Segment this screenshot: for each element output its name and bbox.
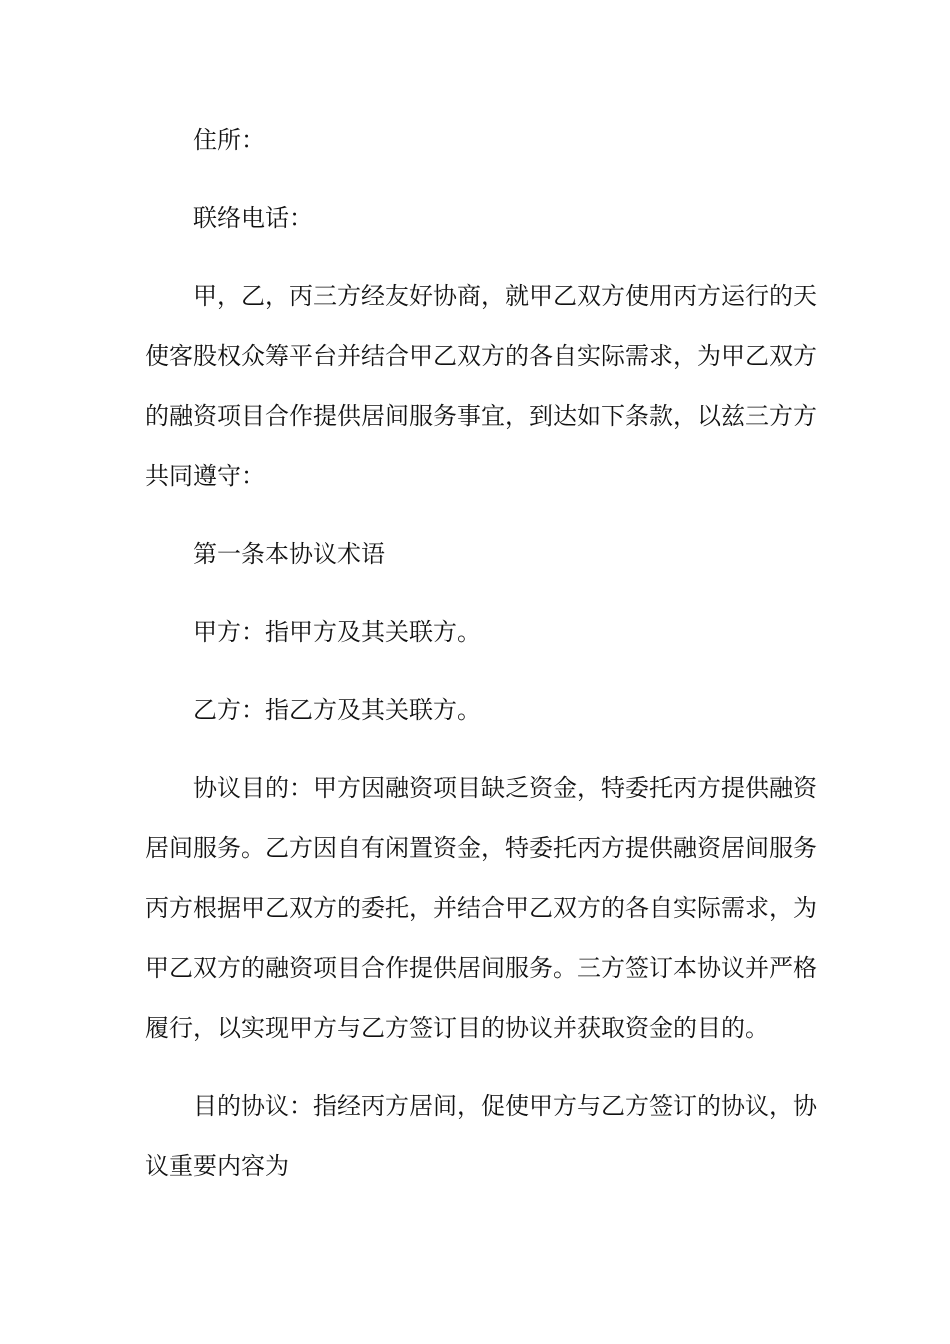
purpose-line-1: 协议目的：甲方因融资项目缺乏资金，特委托丙方提供融资 bbox=[193, 774, 817, 802]
preamble-line-2: 使客股权众筹平台并结合甲乙双方的各自实际需求，为甲乙双方 bbox=[145, 342, 817, 370]
phone-label: 联络电话： bbox=[193, 204, 313, 232]
preamble-line-3: 的融资项目合作提供居间服务事宜，到达如下条款，以兹三方方 bbox=[145, 402, 817, 430]
address-label: 住所： bbox=[193, 126, 265, 154]
target-agreement-line-2: 议重要内容为 bbox=[145, 1152, 289, 1180]
purpose-line-5: 履行，以实现甲方与乙方签订目的协议并获取资金的目的。 bbox=[145, 1014, 769, 1042]
preamble-line-1: 甲，乙，丙三方经友好协商，就甲乙双方使用丙方运行的天 bbox=[193, 282, 817, 310]
party-a-definition: 甲方：指甲方及其关联方。 bbox=[193, 618, 481, 646]
purpose-line-4: 甲乙双方的融资项目合作提供居间服务。三方签订本协议并严格 bbox=[145, 954, 817, 982]
purpose-line-2: 居间服务。乙方因自有闲置资金，特委托丙方提供融资居间服务 bbox=[145, 834, 817, 862]
purpose-line-3: 丙方根据甲乙双方的委托，并结合甲乙双方的各自实际需求，为 bbox=[145, 894, 817, 922]
target-agreement-line-1: 目的协议：指经丙方居间，促使甲方与乙方签订的协议，协 bbox=[193, 1092, 817, 1120]
preamble-line-4: 共同遵守： bbox=[145, 462, 265, 490]
party-b-definition: 乙方：指乙方及其关联方。 bbox=[193, 696, 481, 724]
article-one-heading: 第一条本协议术语 bbox=[193, 540, 385, 568]
document-body bbox=[145, 110, 817, 1196]
